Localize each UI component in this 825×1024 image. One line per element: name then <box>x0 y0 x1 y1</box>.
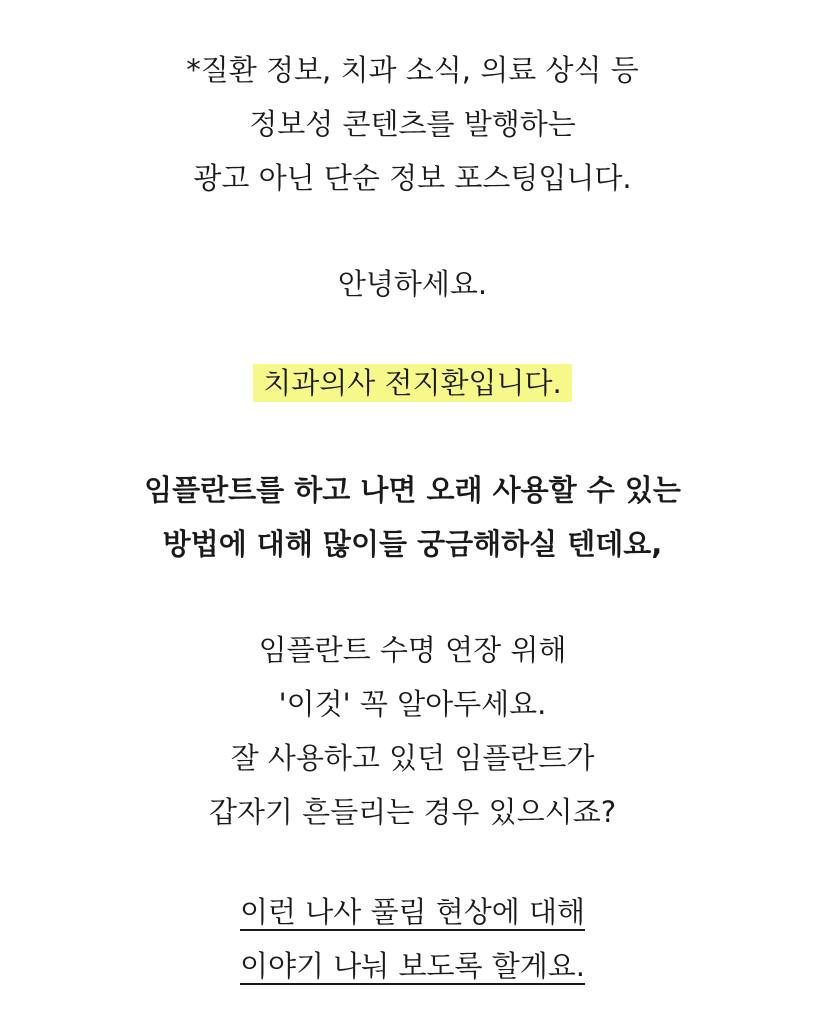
greeting-text: 안녕하세요. <box>337 267 488 301</box>
bold-question-line-1: 임플란트를 하고 나면 오래 사용할 수 있는 <box>144 473 681 507</box>
underlined-closing-2: 이야기 나눠 보도록 할게요. <box>239 949 586 983</box>
notice-line-3: 광고 아닌 단순 정보 포스팅입니다. <box>193 161 632 195</box>
introduction-line <box>0 363 825 403</box>
body-line-2: '이것' 꼭 알아두세요. <box>278 687 547 721</box>
underlined-closing-1: 이런 나사 풀림 현상에 대해 <box>239 895 586 929</box>
closing-line-1 <box>0 892 825 932</box>
body-line-4: 갑자기 흔들리는 경우 있으시죠? <box>208 795 617 829</box>
closing-line-2 <box>0 946 825 986</box>
bold-question-line-2: 방법에 대해 많이들 궁금해하실 텐데요, <box>162 527 663 561</box>
notice-line-2: 정보성 콘텐츠를 발행하는 <box>249 107 576 141</box>
body-line-3: 잘 사용하고 있던 임플란트가 <box>230 741 595 775</box>
notice-line-1: *질환 정보, 치과 소식, 의료 상식 등 <box>186 53 639 87</box>
highlighted-introduction: 치과의사 전지환입니다. <box>253 364 572 402</box>
body-line-1: 임플란트 수명 연장 위해 <box>258 633 567 667</box>
